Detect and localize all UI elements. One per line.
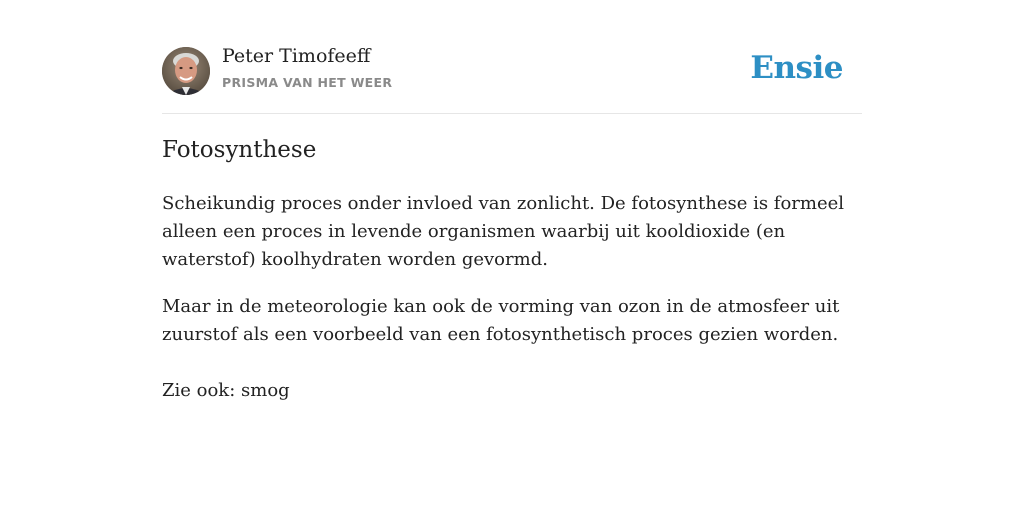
- avatar[interactable]: [162, 47, 210, 95]
- avatar-portrait-icon: [162, 47, 210, 95]
- page-container: [162, 0, 862, 401]
- brand-logo[interactable]: Ensie: [750, 50, 843, 86]
- header: [162, 0, 862, 114]
- see-also-link[interactable]: smog: [241, 380, 290, 401]
- article-title: Fotosynthese: [162, 137, 317, 163]
- author-subtitle[interactable]: PRISMA VAN HET WEER: [222, 75, 393, 90]
- see-also: [162, 377, 868, 405]
- article-paragraph: Maar in de meteorologie kan ook de vorming van ozon in de atmosfeer uit zuurstof als een voorbeeld van een fotosynthetisch proces gezien worden.: [162, 296, 840, 345]
- see-also-label: Zie ook:: [162, 380, 236, 401]
- article-paragraph: Scheikundig proces onder invloed van zonlicht. De fotosynthese is formeel alleen een proces in levende organismen waarbij uit kooldioxide (en waterstof) koolhydraten worden gevormd.: [162, 193, 845, 270]
- author-name[interactable]: Peter Timofeeff: [222, 45, 371, 67]
